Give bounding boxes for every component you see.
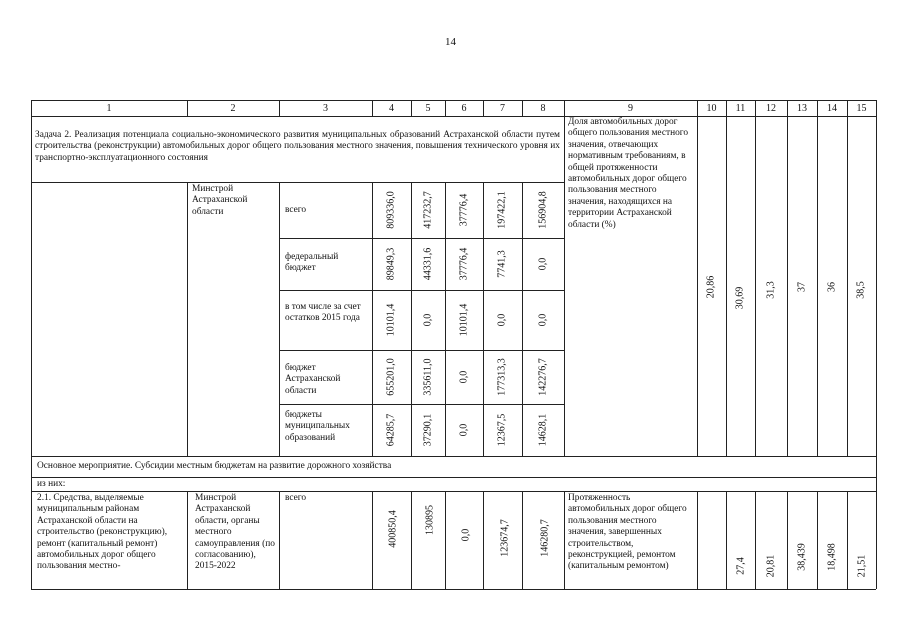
rule-col-13-14-item — [817, 491, 818, 589]
funding-label: бюджет Астраханской области — [285, 363, 341, 396]
rule-col-14-15 — [847, 100, 848, 456]
rule-col-14-15-item — [847, 491, 848, 589]
rule-col-10-11 — [726, 100, 727, 456]
col-header: 3 — [323, 103, 328, 114]
funding-value: 10101,4 — [385, 303, 397, 337]
item-2-1-indicator-value: 38,439 — [796, 543, 808, 571]
rule-col-13-14 — [817, 100, 818, 456]
rule-col-7-8-fund — [522, 182, 523, 456]
funding-value: 37776,4 — [458, 247, 470, 281]
item-2-1-value: 123674,7 — [499, 519, 511, 557]
rule-col-8-9-item — [564, 491, 565, 589]
item-2-1-indicator-value: 21,51 — [856, 554, 868, 578]
funding-value: 177313,3 — [496, 358, 508, 396]
rule-col-11-12 — [755, 100, 756, 456]
rule-of-them-bottom — [31, 491, 876, 492]
col-header: 10 — [706, 103, 717, 114]
indicator-value: 20,86 — [705, 275, 717, 299]
indicator-value: 38,5 — [855, 281, 867, 299]
main-event: Основное мероприятие. Субсидии местным бюджетам на развитие дорожного хозяйства — [37, 461, 392, 471]
item-2-1-value: 400850,4 — [387, 510, 399, 548]
funding-value: 0,0 — [422, 313, 434, 327]
rule-top — [31, 100, 876, 101]
funding-value: 7741,3 — [496, 250, 508, 278]
indicator-value: 36 — [826, 282, 838, 292]
item-2-1-value: 0,0 — [460, 528, 472, 542]
col-header: 4 — [389, 103, 394, 114]
rule-col-4-5-fund — [411, 182, 412, 456]
funding-label: в том числе за счет остатков 2015 года — [285, 302, 361, 324]
col-header: 5 — [425, 103, 431, 114]
funding-value: 37290,1 — [422, 413, 434, 447]
item-2-1-indicator: Протяженность автомобильных дорог общего пользования местного значения, завершенных строительством, реконструкцией, ремонтом (капитальным ремонтом) — [568, 493, 687, 572]
col-header: 9 — [628, 103, 633, 114]
item-2-1-value: 146280,7 — [539, 519, 551, 557]
rule-col-6-7-fund — [483, 182, 484, 456]
col-header: 11 — [735, 103, 746, 114]
funding-value: 809336,0 — [385, 191, 397, 229]
rule-col-9-10 — [697, 100, 698, 456]
rule-col-2-3-item — [279, 491, 280, 589]
funding-value: 142276,7 — [537, 358, 549, 396]
col-header: 8 — [540, 103, 546, 114]
rule-col-3-4-fund — [372, 182, 373, 456]
rule-col-1-2-item — [187, 491, 188, 589]
rule-header-bottom — [31, 116, 876, 117]
item-2-1-indicator-value: 20,81 — [765, 554, 777, 578]
item-2-1-executor: Минстрой Астраханской области, органы местного самоуправления (по согласованию), 2015-2022 — [195, 493, 275, 572]
funding-value: 0,0 — [537, 257, 549, 271]
rule-col-5-6-fund — [445, 182, 446, 456]
funding-value: 0,0 — [537, 313, 549, 327]
col-header: 13 — [797, 103, 807, 114]
col-header: 7 — [500, 103, 505, 114]
item-2-1-indicator-value: 27,4 — [735, 557, 747, 575]
col-header: 6 — [461, 103, 467, 114]
funding-value: 335611,0 — [422, 358, 434, 396]
col-header: 1 — [106, 103, 112, 114]
of-them-label: из них: — [37, 479, 66, 489]
rule-bottom — [31, 589, 876, 590]
rule-fund-bottom — [31, 456, 876, 457]
funding-value: 0,0 — [458, 370, 470, 384]
task-2-indicator: Доля автомобильных дорог общего пользования местного значения, отвечающих нормативным требованиям, в общей протяженности автомобильных дорог общего пользования местного значения, находящихся на территории Астраханской области (%) — [568, 117, 689, 230]
funding-value: 197422,1 — [496, 191, 508, 229]
funding-value: 655201,0 — [385, 358, 397, 396]
rule-col-3-4-item — [372, 491, 373, 589]
rule-col-8-9 — [564, 100, 565, 456]
funding-value: 0,0 — [458, 423, 470, 437]
rule-col-1-2-fund — [187, 182, 188, 456]
funding-value: 14628,1 — [537, 413, 549, 447]
rule-col-2-3-fund — [279, 182, 280, 456]
funding-value: 0,0 — [496, 313, 508, 327]
item-2-1-name: 2.1. Средства, выделяемые муниципальным районам Астраханской области на строительство (реконструкцию), ремонт (капитальный ремонт) автомобильных дорог общего пользования местно- — [37, 493, 168, 572]
rule-col-10-11-item — [726, 491, 727, 589]
funding-value: 89849,3 — [385, 247, 397, 281]
rule-col-12-13 — [787, 100, 788, 456]
funding-value: 64285,7 — [385, 413, 397, 447]
item-2-1-value: 130895 — [424, 505, 436, 535]
funding-label: бюджеты муниципальных образований — [285, 410, 350, 443]
rule-col-11-12-item — [755, 491, 756, 589]
rule-col-4-5-item — [411, 491, 412, 589]
item-2-1-indicator-value: 18,498 — [826, 543, 838, 571]
funding-value: 37776,4 — [458, 193, 470, 227]
indicator-value: 37 — [796, 282, 808, 292]
item-2-1-source: всего — [285, 493, 307, 503]
funding-label: всего — [285, 205, 307, 215]
page-number: 14 — [445, 36, 456, 48]
funding-value: 10101,4 — [458, 303, 470, 337]
indicator-value: 31,3 — [765, 281, 777, 299]
rule-left — [31, 100, 32, 589]
funding-label: федеральный бюджет — [285, 252, 339, 274]
col-header: 12 — [766, 103, 776, 114]
funding-value: 12367,5 — [496, 413, 508, 447]
task-2-title: Задача 2. Реализация потенциала социально-экономического развития муниципальных образований Астраханской области путем строительства (реконструкции) автомобильных дорог общего пользования местного значения, повышения технического уровня их транспортно-эксплуатационного состояния — [35, 130, 560, 163]
rule-col-6-7-item — [483, 491, 484, 589]
col-header: 2 — [230, 103, 236, 114]
col-header: 14 — [827, 103, 837, 114]
rule-main-event-bottom — [31, 477, 876, 478]
executor: Минстрой Астраханской области — [192, 184, 248, 217]
rule-col-9-10-item — [697, 491, 698, 589]
rule-task-bottom — [31, 182, 564, 183]
rule-right — [876, 100, 877, 589]
funding-value: 156904,8 — [537, 191, 549, 229]
funding-value: 44331,6 — [422, 247, 434, 281]
indicator-value: 30,69 — [734, 286, 746, 310]
rule-col-5-6-item — [445, 491, 446, 589]
col-header: 15 — [856, 103, 867, 114]
funding-value: 417232,7 — [422, 191, 434, 229]
rule-col-12-13-item — [787, 491, 788, 589]
rule-col-7-8-item — [522, 491, 523, 589]
